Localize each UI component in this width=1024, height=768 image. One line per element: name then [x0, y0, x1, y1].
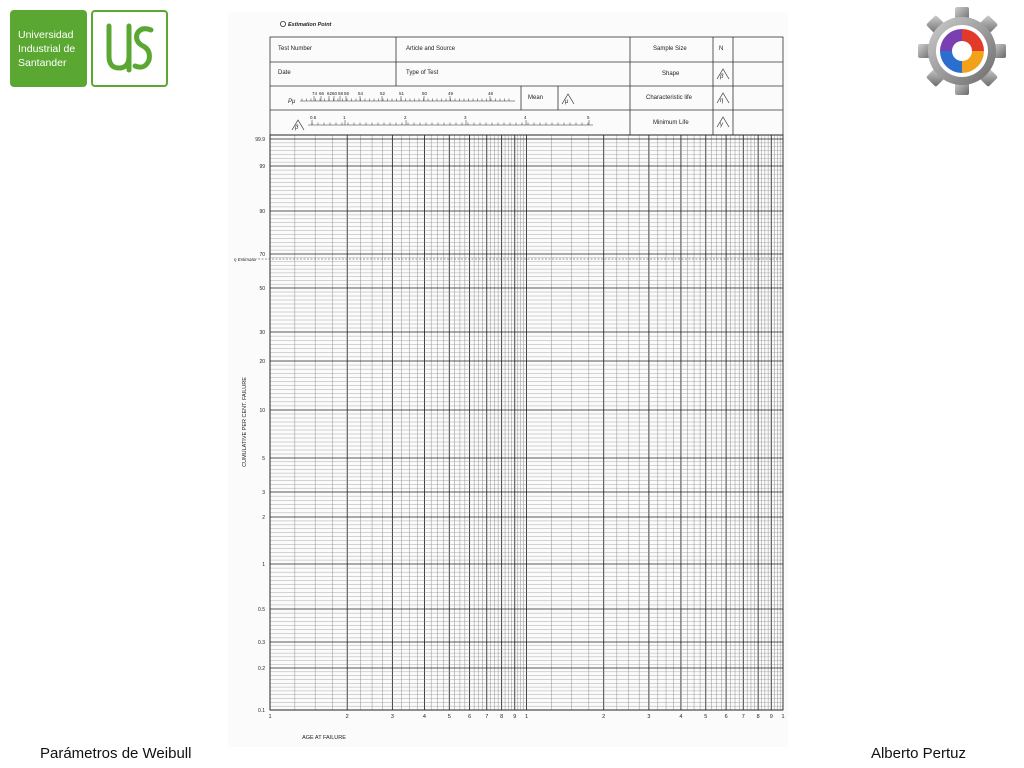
- x-tick-label: 7: [741, 714, 745, 720]
- pu-scale-tick: 52: [380, 91, 386, 96]
- x-tick-label: 6: [468, 714, 472, 720]
- pu-scale-tick: 58: [338, 91, 344, 96]
- svg-text:β: β: [295, 125, 299, 131]
- pu-scale-tick: 66: [319, 91, 325, 96]
- x-tick-label: 4: [422, 714, 426, 720]
- y-tick-label: 5: [262, 456, 265, 462]
- weibull-probability-paper: [228, 12, 788, 747]
- estimation-point-icon: [280, 21, 285, 26]
- y-tick-label: 3: [262, 490, 265, 496]
- x-tick-label: 1: [524, 714, 529, 720]
- beta-scale-tick: 4: [524, 115, 527, 120]
- uis-emblem-icon: [91, 10, 168, 87]
- y-tick-label: 99.9: [255, 137, 265, 143]
- pu-scale-tick: 48: [488, 91, 494, 96]
- y-tick-label: 99: [259, 164, 265, 170]
- x-tick-label: 8: [756, 714, 760, 720]
- svg-text:γ: γ: [720, 122, 723, 128]
- svg-text:β: β: [720, 74, 724, 80]
- svg-text:η: η: [720, 98, 724, 104]
- y-tick-label: 30: [259, 330, 265, 336]
- beta-scale-tick: 1: [343, 115, 346, 120]
- y-tick-label: 2: [262, 515, 265, 521]
- pu-scale-tick: 56: [344, 91, 350, 96]
- pu-scale-label: Pμ: [288, 99, 296, 105]
- x-tick-label: 3: [647, 714, 651, 720]
- pu-scale-tick: 49: [448, 91, 454, 96]
- x-tick-label: 2: [345, 714, 349, 720]
- y-tick-label: 0.1: [258, 708, 265, 714]
- y-tick-label: 0.2: [258, 666, 265, 672]
- gamma-hat-icon: [717, 117, 729, 127]
- pu-scale-tick: 74: [312, 91, 318, 96]
- uis-logo: [10, 10, 87, 87]
- uis-logo-line-2: Industrial de: [18, 43, 76, 55]
- test-number-label: Test Number: [278, 46, 313, 52]
- pu-scale-tick: 50: [422, 91, 428, 96]
- x-tick-label: 5: [447, 714, 451, 720]
- y-tick-label: 0.5: [258, 607, 265, 613]
- characteristic-life-label: Characteristic life: [646, 95, 693, 101]
- x-tick-label: 1: [268, 714, 272, 720]
- minimum-life-label: Minimum Life: [653, 120, 689, 126]
- x-tick-label: 5: [704, 714, 708, 720]
- type-of-test-label: Type of Test: [406, 70, 439, 76]
- pu-scale-tick: 51: [399, 91, 405, 96]
- x-axis-title: AGE AT FAILURE: [302, 735, 346, 741]
- beta-scale-tick: 5: [587, 115, 590, 120]
- footer-author: Alberto Pertuz: [870, 745, 966, 762]
- y-tick-label: 1: [262, 562, 265, 568]
- pu-scale-tick: 54: [358, 91, 364, 96]
- x-tick-label: 8: [500, 714, 504, 720]
- pu-scale-tick: 62: [327, 91, 333, 96]
- x-tick-label: 1: [781, 714, 785, 720]
- date-label: Date: [278, 70, 291, 76]
- n-label: N: [719, 46, 724, 52]
- weibull-paper-sheet: [228, 12, 788, 747]
- pu-scale-tick: 60: [332, 91, 338, 96]
- y-tick-label: 0.3: [258, 640, 265, 646]
- x-tick-label: 9: [513, 714, 517, 720]
- y-tick-label: 20: [259, 359, 265, 365]
- article-source-label: Article and Source: [406, 46, 456, 52]
- shape-label: Shape: [662, 71, 680, 77]
- x-tick-label: 6: [724, 714, 728, 720]
- eta-estimator-label: η Estimator: [234, 257, 257, 262]
- sample-size-label: Sample Size: [653, 46, 687, 52]
- y-tick-label: 10: [259, 408, 265, 414]
- x-tick-label: 7: [485, 714, 489, 720]
- y-tick-label: 50: [259, 286, 265, 292]
- gear-logo-icon: [918, 4, 1006, 103]
- x-tick-label: 3: [390, 714, 394, 720]
- y-axis-title: CUMULATIVE PER CENT. FAILURE: [242, 377, 248, 467]
- footer-title: Parámetros de Weibull: [40, 745, 192, 762]
- uis-logo-line-1: Universidad: [18, 29, 74, 41]
- y-tick-label: 90: [259, 209, 265, 215]
- svg-text:μ: μ: [565, 99, 569, 105]
- uis-logo-line-3: Santander: [18, 57, 67, 69]
- x-tick-label: 2: [602, 714, 606, 720]
- beta-scale-tick: 2: [404, 115, 407, 120]
- beta-scale-tick: 3: [464, 115, 467, 120]
- mean-label: Mean: [528, 95, 544, 101]
- estimation-point-label: Estimation Point: [288, 22, 332, 28]
- beta-scale-tick: 0.5: [310, 115, 317, 120]
- y-tick-label: 70: [259, 252, 265, 258]
- x-tick-label: 9: [769, 714, 773, 720]
- x-tick-label: 4: [679, 714, 683, 720]
